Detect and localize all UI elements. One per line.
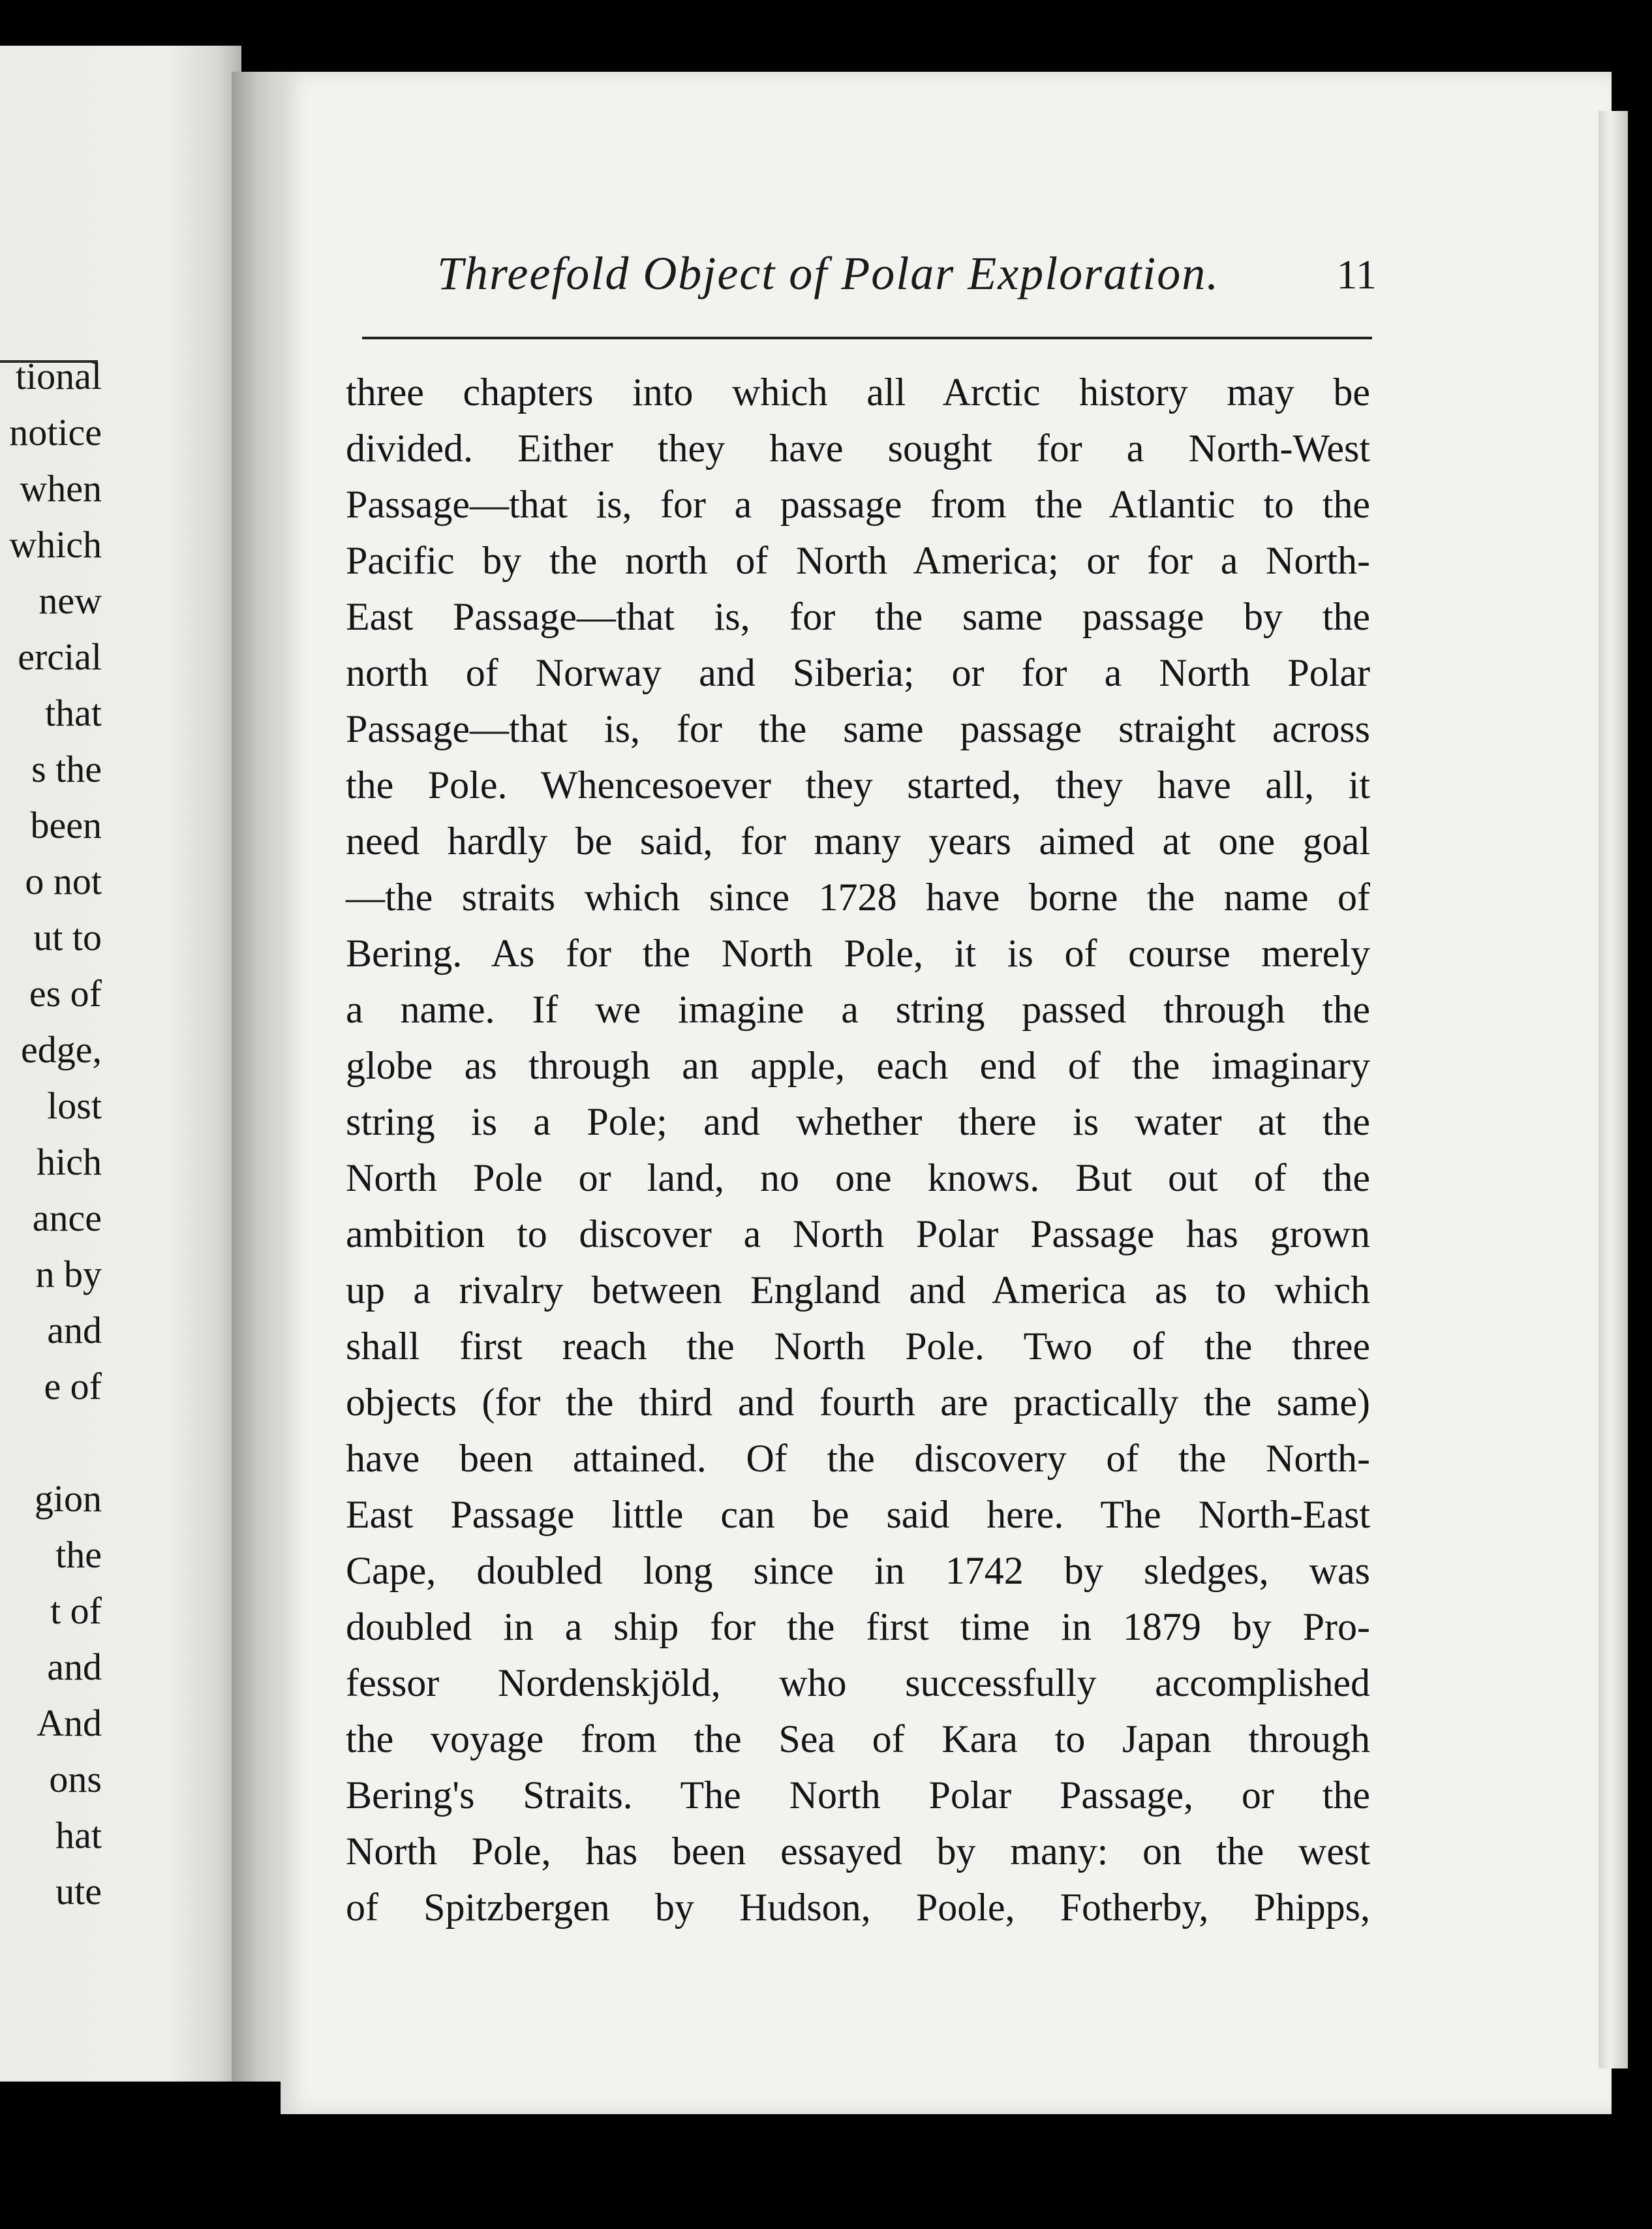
- text-line: divided. Either they have sought for a North-West: [346, 427, 1370, 470]
- previous-page-line: ut to: [33, 916, 102, 959]
- text-line: the voyage from the Sea of Kara to Japan through: [346, 1717, 1370, 1760]
- previous-page: [0, 46, 241, 2082]
- previous-page-line: hich: [37, 1141, 102, 1183]
- running-title: Threefold Object of Polar Exploration.: [437, 247, 1220, 300]
- previous-page-line: and: [47, 1646, 102, 1688]
- text-line: have been attained. Of the discovery of the North-: [346, 1437, 1370, 1480]
- page-number: 11: [1336, 251, 1377, 298]
- text-line: fessor Nordenskjöld, who successfully accomplished: [346, 1661, 1370, 1704]
- previous-page-line: ercial: [18, 636, 102, 678]
- header-rule: [362, 337, 1372, 339]
- previous-page-line: ons: [49, 1758, 102, 1800]
- text-line: North Pole or land, no one knows. But out of the: [346, 1156, 1370, 1199]
- body-text: [346, 364, 1370, 1935]
- previous-page-line: when: [20, 467, 102, 510]
- text-line: Bering's Straits. The North Polar Passage, or the: [346, 1774, 1370, 1817]
- previous-page-line: o not: [25, 860, 102, 902]
- text-line: East Passage—that is, for the same passage by the: [346, 595, 1370, 638]
- previous-page-line: And: [37, 1702, 102, 1744]
- previous-page-line: new: [38, 579, 102, 622]
- previous-page-line: and: [47, 1309, 102, 1351]
- previous-page-line: which: [9, 523, 102, 566]
- page-header: [437, 247, 1377, 305]
- text-line: the Pole. Whencesoever they started, they have all, it: [346, 763, 1370, 807]
- text-line: Passage—that is, for the same passage straight across: [346, 707, 1370, 750]
- page-edge: [1598, 111, 1628, 2068]
- text-line: string is a Pole; and whether there is water at the: [346, 1100, 1370, 1143]
- text-line: North Pole, has been essayed by many: on the west: [346, 1830, 1370, 1873]
- previous-page-line: ance: [32, 1197, 102, 1239]
- text-line: ambition to discover a North Polar Passage has grown: [346, 1212, 1370, 1255]
- previous-page-line: es of: [29, 972, 102, 1015]
- previous-page-line: been: [30, 804, 102, 846]
- previous-page-line: notice: [9, 411, 102, 453]
- text-line: doubled in a ship for the first time in 1879 by Pro-: [346, 1605, 1370, 1648]
- text-line: —the straits which since 1728 have borne the name of: [346, 876, 1370, 919]
- previous-page-line: e of: [44, 1365, 102, 1407]
- text-line: up a rivalry between England and America as to which: [346, 1268, 1370, 1312]
- previous-page-line: gion: [34, 1477, 102, 1520]
- previous-page-line: hat: [55, 1814, 102, 1856]
- text-line: north of Norway and Siberia; or for a North Polar: [346, 651, 1370, 694]
- text-line: East Passage little can be said here. The North-East: [346, 1493, 1370, 1536]
- text-line: shall first reach the North Pole. Two of the three: [346, 1325, 1370, 1368]
- text-line: a name. If we imagine a string passed through the: [346, 988, 1370, 1031]
- previous-page-line: s the: [31, 748, 102, 790]
- text-line: Bering. As for the North Pole, it is of course merely: [346, 932, 1370, 975]
- text-line: of Spitzbergen by Hudson, Poole, Fotherby, Phipps,: [346, 1886, 1370, 1929]
- previous-page-line: ute: [55, 1870, 102, 1913]
- previous-page-line: tional: [15, 355, 102, 397]
- text-line: need hardly be said, for many years aimed at one goal: [346, 820, 1370, 863]
- text-line: Cape, doubled long since in 1742 by sledges, was: [346, 1549, 1370, 1592]
- text-line: Passage—that is, for a passage from the Atlantic to the: [346, 483, 1370, 526]
- previous-page-line: n by: [35, 1253, 102, 1295]
- text-line: three chapters into which all Arctic history may be: [346, 371, 1370, 414]
- previous-page-line: edge,: [21, 1028, 102, 1071]
- previous-page-line: lost: [47, 1084, 102, 1127]
- text-line: objects (for the third and fourth are practically the same): [346, 1381, 1370, 1424]
- previous-page-line: t of: [50, 1590, 102, 1632]
- text-line: Pacific by the north of North America; or for a North-: [346, 539, 1370, 582]
- previous-page-line: that: [45, 692, 102, 734]
- previous-page-line: the: [55, 1533, 102, 1576]
- text-line: globe as through an apple, each end of the imaginary: [346, 1044, 1370, 1087]
